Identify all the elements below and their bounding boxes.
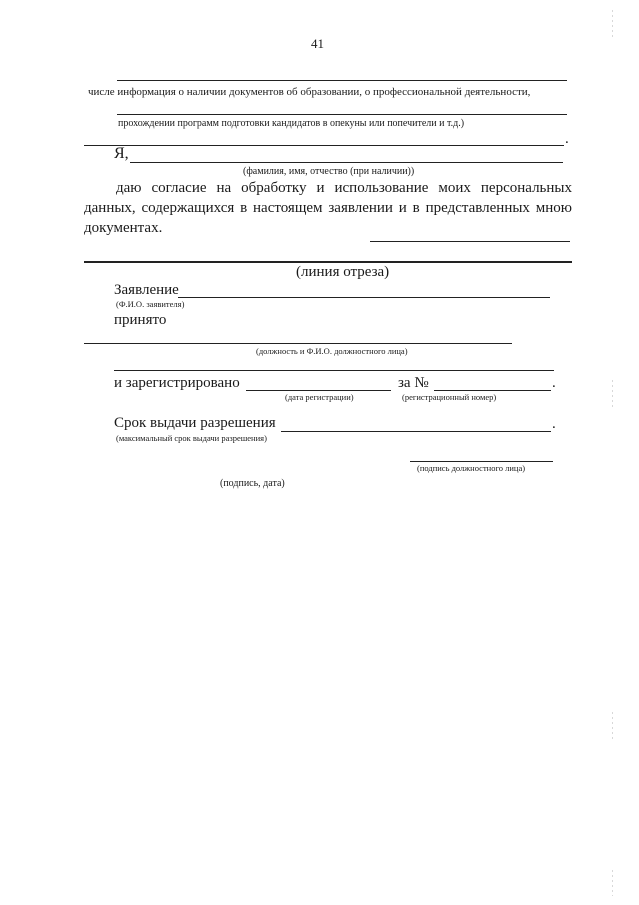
consent-text: даю согласие на обработку и использование моих персональных данных, содержащихся в настоящем заявлении и в представленных мною документах. [84, 180, 572, 236]
period: . [552, 416, 556, 432]
reg-date-line [246, 390, 391, 391]
upper-text-line-1: числе информация о наличии документов об образовании, о профессиональной деятельности, [88, 86, 531, 98]
registered-label: и зарегистрировано [114, 375, 240, 391]
applicant-caption: (Ф.И.О. заявителя) [116, 299, 185, 309]
cut-line [84, 261, 572, 263]
applicant-signature-line [370, 241, 570, 242]
scan-artifact [612, 712, 613, 740]
cut-line-label: (линия отреза) [296, 264, 390, 280]
scan-artifact [612, 870, 613, 896]
number-label: за № [398, 375, 429, 391]
reg-number-caption: (регистрационный номер) [402, 392, 497, 402]
period: . [565, 131, 569, 147]
blank-line [84, 145, 564, 146]
applicant-name-line [178, 297, 550, 298]
official-signature-line [410, 461, 553, 462]
ya-label: Я, [114, 145, 129, 162]
signature-date-caption: (подпись, дата) [220, 478, 285, 489]
period: . [552, 375, 556, 391]
deadline-caption: (максимальный срок выдачи разрешения) [116, 433, 267, 443]
official-caption: (должность и Ф.И.О. должностного лица) [256, 346, 408, 356]
reg-date-caption: (дата регистрации) [285, 392, 354, 402]
official-signature-caption: (подпись должностного лица) [417, 463, 526, 473]
upper-text-line-2: прохождении программ подготовки кандидатов в опекуны или попечители и т.д.) [118, 118, 465, 129]
blank-line [114, 370, 554, 371]
blank-line [117, 114, 567, 115]
statement-label: Заявление [114, 282, 179, 298]
page-number: 41 [311, 36, 324, 51]
scan-artifact [612, 10, 613, 38]
deadline-line [281, 431, 551, 432]
deadline-label: Срок выдачи разрешения [114, 415, 276, 431]
fio-caption: (фамилия, имя, отчество (при наличии)) [243, 166, 415, 177]
accepted-label: принято [114, 312, 167, 328]
fio-line [130, 162, 563, 163]
blank-line [117, 80, 567, 81]
official-line [84, 343, 512, 344]
reg-number-line [434, 390, 551, 391]
scan-artifact [612, 380, 613, 410]
